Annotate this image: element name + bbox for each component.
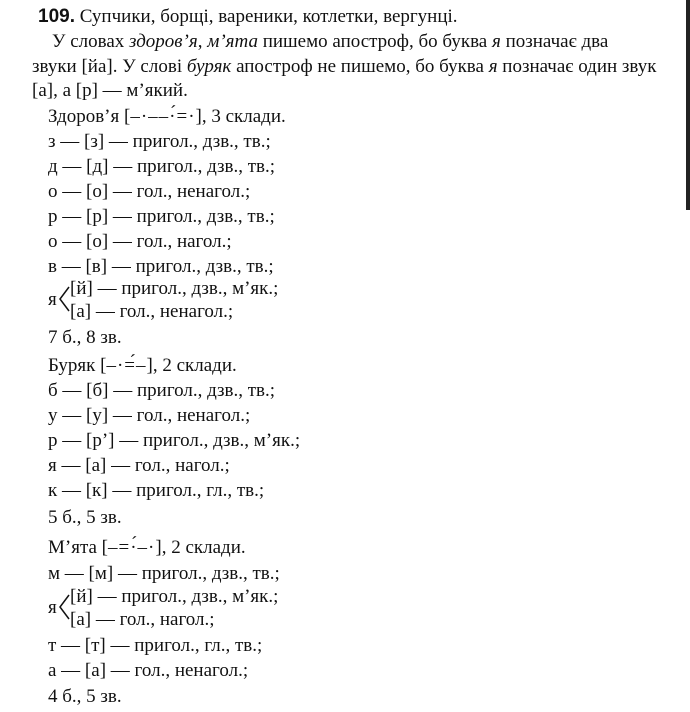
ya-letter: я xyxy=(48,597,57,618)
phonetic-line: т — [т] — пригол., гл., тв.; xyxy=(48,635,263,656)
phonetic-line: [й] — пригол., дзв., м’як.; xyxy=(70,278,279,299)
word-header xyxy=(48,537,246,559)
text: апостроф не пишемо, бо буква xyxy=(231,56,489,77)
phonetic-line: [й] — пригол., дзв., м’як.; xyxy=(70,586,279,607)
explanation-line-2 xyxy=(32,56,656,78)
text: пишемо апостроф, бо буква xyxy=(257,31,492,52)
syllable-count: ], 2 склади. xyxy=(146,355,237,376)
italic-word: м’ята xyxy=(207,31,258,52)
italic-word: я xyxy=(488,56,498,77)
phonetic-line: у — [у] — гол., ненагол.; xyxy=(48,405,251,426)
exercise-number: 109. xyxy=(38,6,75,27)
summary: 5 б., 5 зв. xyxy=(48,507,122,528)
phonetic-line: в — [в] — пригол., дзв., тв.; xyxy=(48,256,274,277)
phonetic-line: я — [а] — гол., нагол.; xyxy=(48,455,230,476)
text: позначає два xyxy=(500,31,609,52)
word-header xyxy=(48,355,237,377)
phonetic-line: к — [к] — пригол., гл., тв.; xyxy=(48,480,265,501)
word: М’ята [ xyxy=(48,537,109,558)
phonetic-line: о — [о] — гол., ненагол.; xyxy=(48,181,251,202)
syllable-scheme: –·––·́=· xyxy=(130,106,196,127)
phonetic-line: а — [а] — гол., ненагол.; xyxy=(48,660,249,681)
branch-bracket-icon xyxy=(58,592,70,622)
branch-bracket-icon xyxy=(58,284,70,314)
syllable-scheme: –·=́– xyxy=(106,355,147,376)
italic-word: я xyxy=(492,31,501,52)
phonetic-line: о — [о] — гол., нагол.; xyxy=(48,231,232,252)
page-edge-shadow xyxy=(686,0,690,210)
text: позначає один звук xyxy=(497,56,657,77)
syllable-count: ], 3 склади. xyxy=(195,106,286,127)
word-header xyxy=(48,106,286,128)
explanation-line-3: [а], а [р] — м’який. xyxy=(32,80,188,101)
syllable-count: ], 2 склади. xyxy=(155,537,246,558)
phonetic-line: [а] — гол., ненагол.; xyxy=(70,301,234,322)
phonetic-line: р — [р’] — пригол., дзв., м’як.; xyxy=(48,430,301,451)
word: Буряк [ xyxy=(48,355,107,376)
exercise-answer: Супчики, борщі, вареники, котлетки, вергунці. xyxy=(79,6,458,27)
summary: 4 б., 5 зв. xyxy=(48,686,122,707)
italic-word: здоров’я xyxy=(129,31,198,52)
word: Здоров’я [ xyxy=(48,106,131,127)
phonetic-line: б — [б] — пригол., дзв., тв.; xyxy=(48,380,276,401)
explanation-line-1 xyxy=(52,31,608,53)
text: У словах xyxy=(52,31,130,52)
phonetic-line: з — [з] — пригол., дзв., тв.; xyxy=(48,131,271,152)
phonetic-line: [а] — гол., нагол.; xyxy=(70,609,215,630)
summary: 7 б., 8 зв. xyxy=(48,327,122,348)
phonetic-line: д — [д] — пригол., дзв., тв.; xyxy=(48,156,276,177)
ya-letter: я xyxy=(48,289,57,310)
syllable-scheme: –=·́–· xyxy=(108,537,156,558)
text: , xyxy=(197,31,208,52)
phonetic-line: р — [р] — пригол., дзв., тв.; xyxy=(48,206,275,227)
phonetic-line: м — [м] — пригол., дзв., тв.; xyxy=(48,563,280,584)
exercise-line xyxy=(38,6,458,28)
italic-word: буряк xyxy=(186,56,232,77)
text: звуки [йа]. У слові xyxy=(32,56,187,77)
